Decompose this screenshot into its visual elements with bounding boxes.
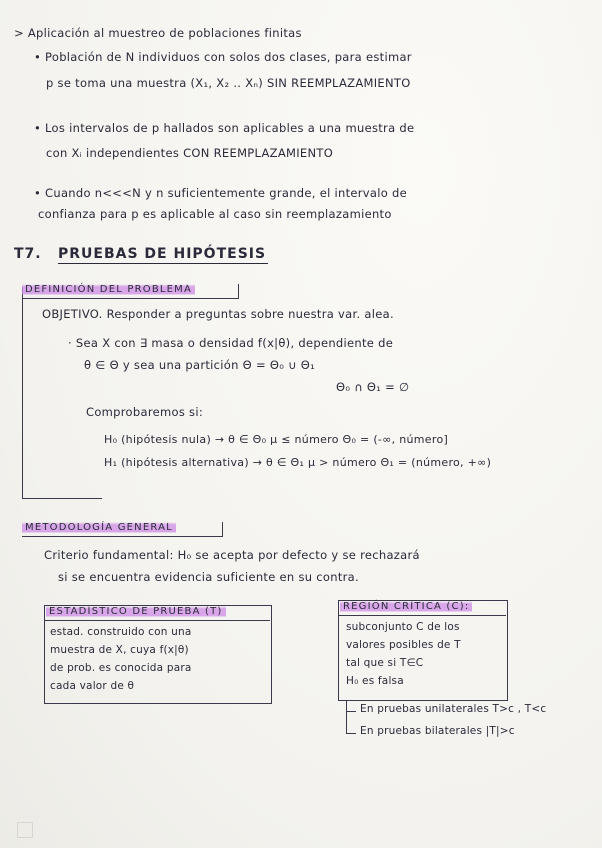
estadistico-line: estad. construido con una: [50, 626, 192, 638]
page-corner-mark: [17, 822, 33, 838]
h0-line: H₀ (hipótesis nula) → θ ∈ Θ₀ μ ≤ número Θ₀ = (-∞, número]: [104, 433, 449, 446]
branch-line: [346, 711, 356, 712]
estadistico-label: ESTADÍSTICO DE PRUEBA (T): [46, 606, 226, 617]
definicion-label: DEFINICIÓN DEL PROBLEMA: [22, 284, 195, 295]
bracket-line: [22, 498, 102, 499]
metodologia-label: METODOLOGÍA GENERAL: [22, 522, 176, 533]
region-sub-line: En pruebas unilaterales T>c , T<c: [360, 703, 547, 715]
chapter-title: PRUEBAS DE HIPÓTESIS: [58, 246, 267, 262]
comprobaremos-text: Comprobaremos si:: [86, 405, 204, 419]
bullet-line: confianza para p es aplicable al caso sin reemplazamiento: [38, 207, 392, 221]
region-label: REGIÓN CRÍTICA (C):: [340, 601, 472, 612]
label-underline: [44, 620, 270, 621]
label-edge: [222, 522, 223, 537]
chapter-number: T7.: [14, 246, 42, 262]
branch-line: [346, 700, 347, 734]
region-sub-line: En pruebas bilaterales |T|>c: [360, 725, 515, 737]
criterio-line: si se encuentra evidencia suficiente en su contra.: [58, 570, 359, 584]
estadistico-line: de prob. es conocida para: [50, 662, 192, 674]
sea-line: θ ∈ Θ y sea una partición Θ = Θ₀ ∪ Θ₁: [84, 358, 316, 372]
bullet-line: • Los intervalos de p hallados son aplicables a una muestra de: [34, 121, 415, 135]
label-edge: [238, 284, 239, 299]
region-line: H₀ es falsa: [346, 675, 404, 687]
bullet-line: p se toma una muestra (X₁, X₂ .. Xₙ) SIN REEMPLAZAMIENTO: [46, 76, 411, 90]
region-line: valores posibles de T: [346, 639, 461, 651]
section-heading: > Aplicación al muestreo de poblaciones finitas: [14, 26, 302, 40]
bracket-line: [22, 287, 23, 499]
criterio-line: Criterio fundamental: H₀ se acepta por defecto y se rechazará: [44, 548, 420, 562]
bullet-line: con Xᵢ independientes CON REEMPLAZAMIENTO: [46, 146, 334, 160]
label-underline: [338, 615, 506, 616]
bullet-line: • Población de N individuos con solos dos clases, para estimar: [34, 50, 412, 64]
objetivo-text: OBJETIVO. Responder a preguntas sobre nuestra var. alea.: [42, 307, 394, 321]
region-line: subconjunto C de los: [346, 621, 460, 633]
label-underline: [22, 298, 238, 299]
sea-line: Θ₀ ∩ Θ₁ = ∅: [336, 380, 410, 394]
estadistico-line: muestra de X, cuya f(x|θ): [50, 644, 189, 656]
region-line: tal que si T∈C: [346, 657, 424, 669]
branch-line: [346, 733, 356, 734]
bullet-line: • Cuando n<<<N y n suficientemente grande, el intervalo de: [34, 186, 408, 200]
label-underline: [22, 536, 222, 537]
h1-line: H₁ (hipótesis alternativa) → θ ∈ Θ₁ μ > número Θ₁ = (número, +∞): [104, 456, 492, 469]
sea-line: · Sea X con ∃ masa o densidad f(x|θ), dependiente de: [68, 336, 394, 350]
estadistico-line: cada valor de θ: [50, 680, 135, 692]
